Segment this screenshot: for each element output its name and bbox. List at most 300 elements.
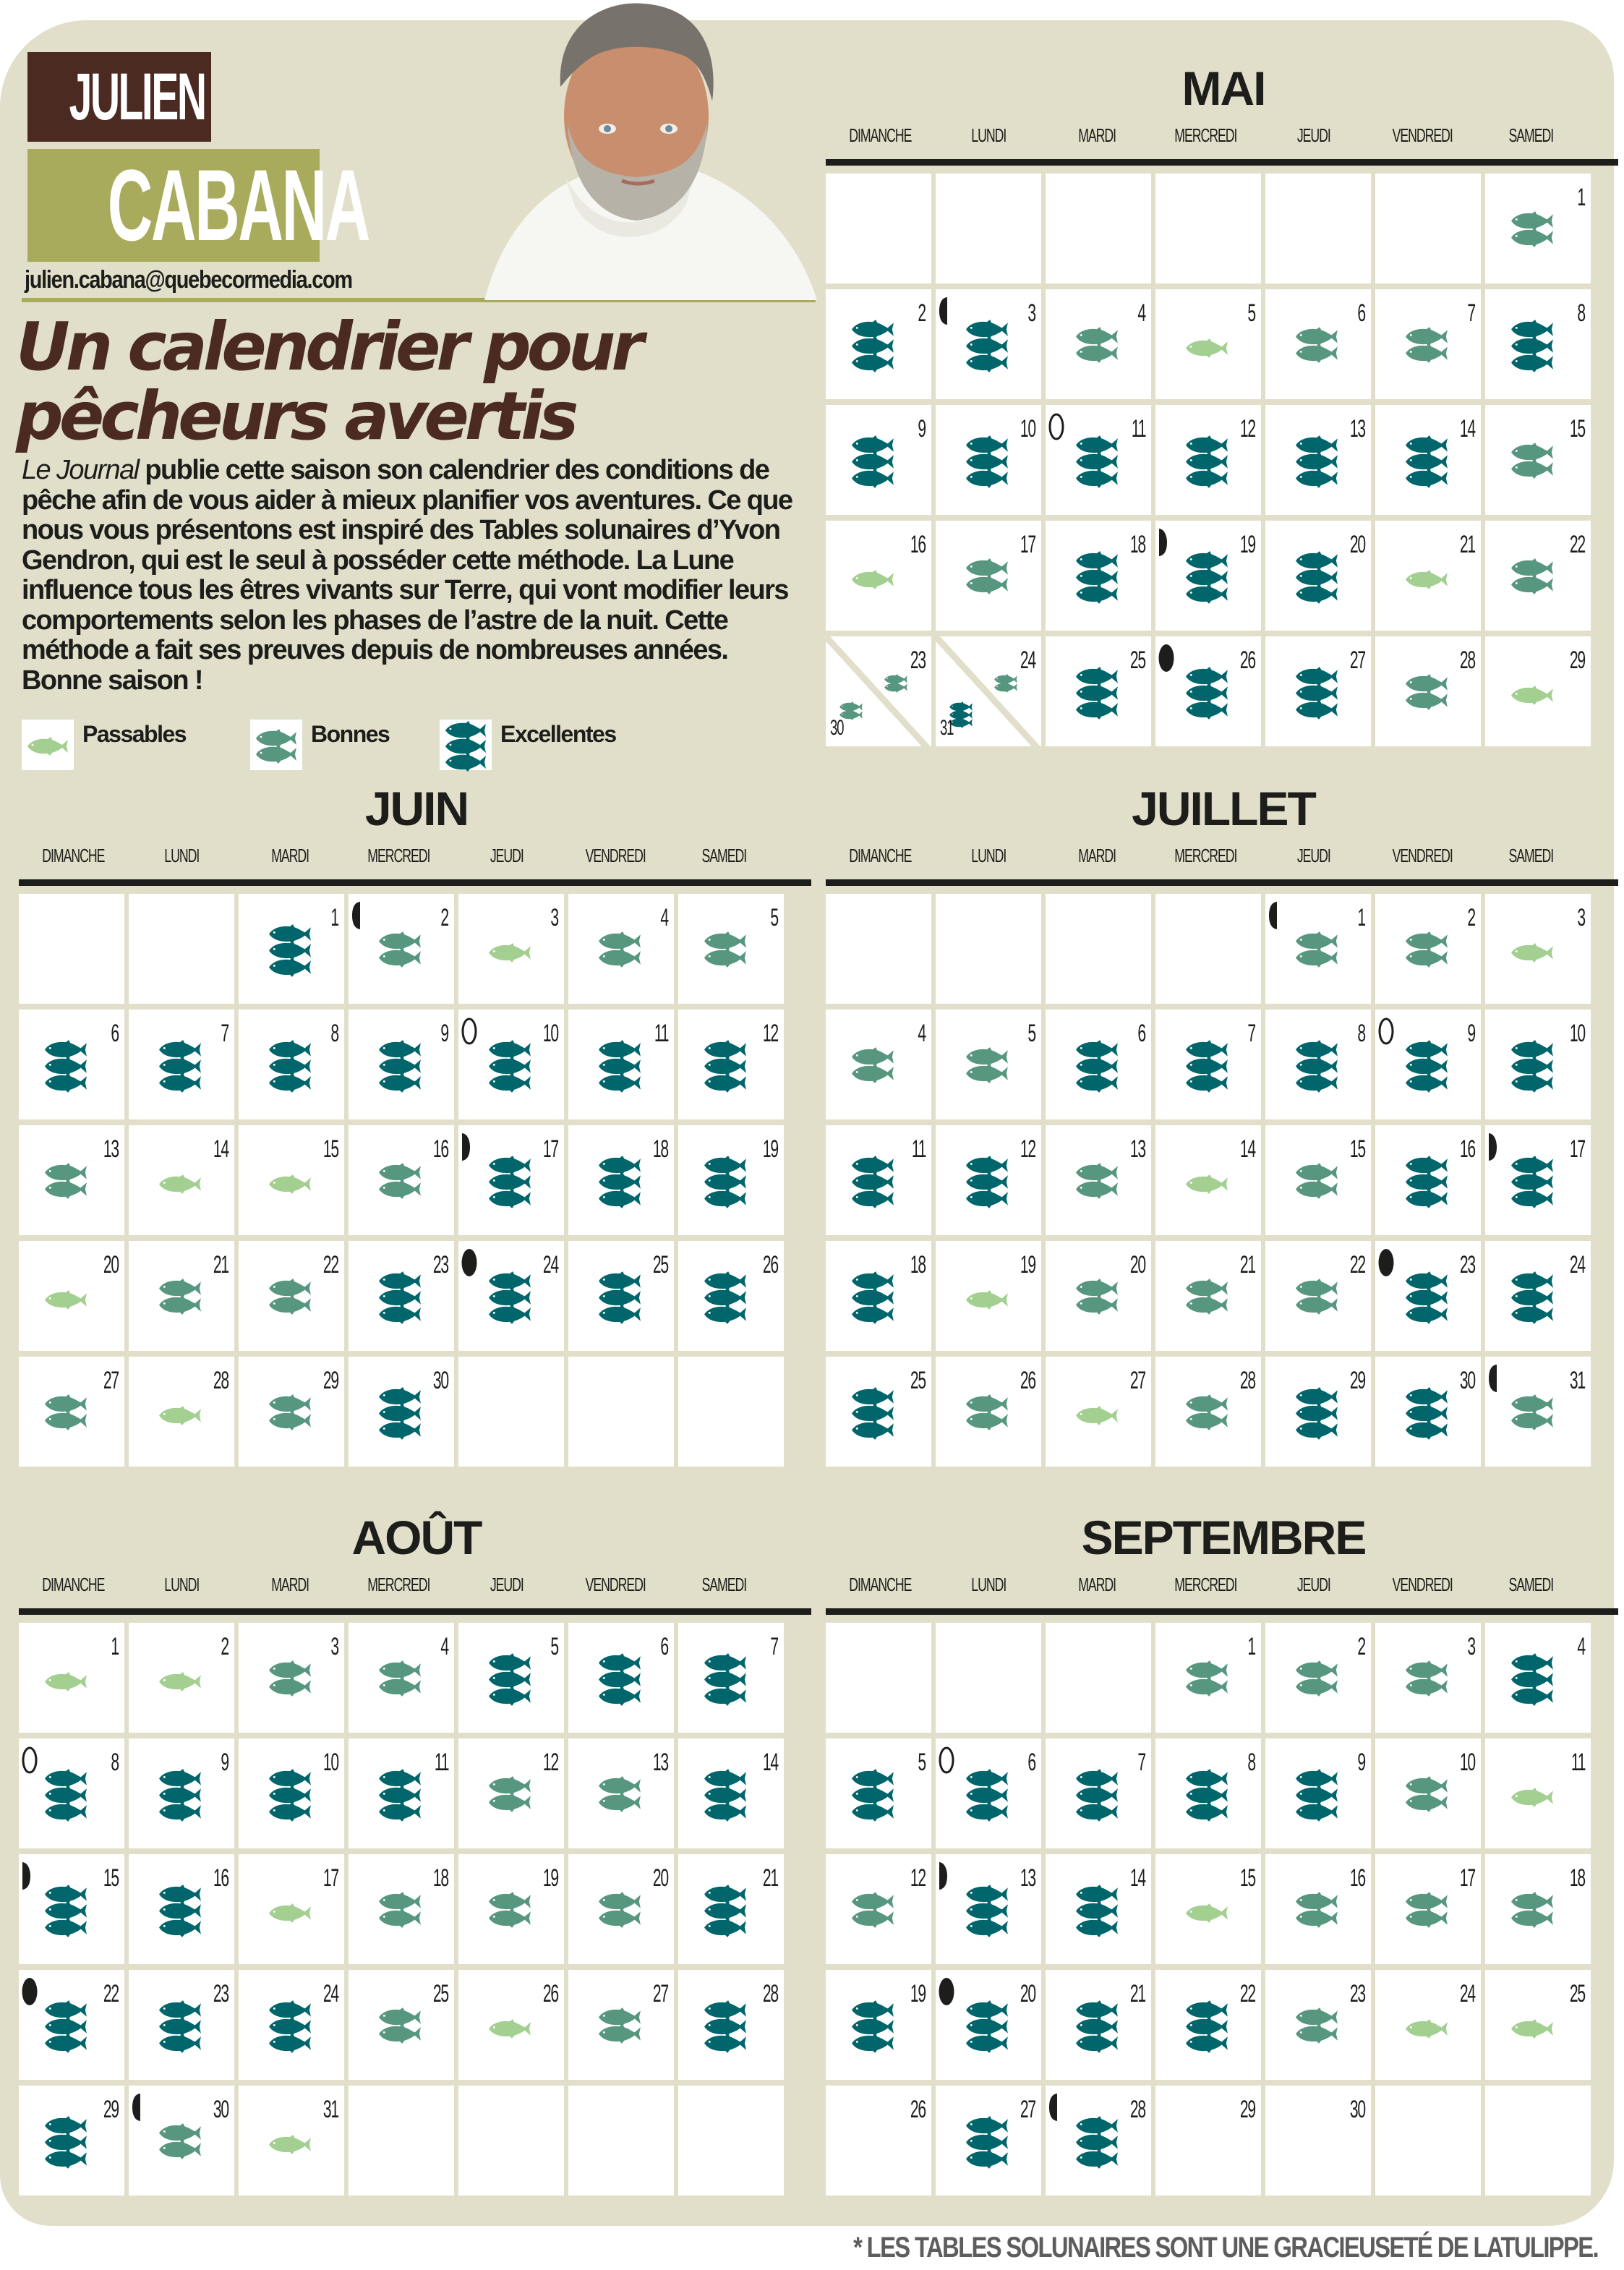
day-cell <box>239 1854 344 1964</box>
fish-rating-2 <box>965 1394 1009 1428</box>
day-cell <box>936 636 1041 746</box>
fish-icon <box>1294 1073 1339 1093</box>
day-number: 22 <box>1570 531 1585 558</box>
day-cell <box>349 1010 454 1119</box>
day-number: 28 <box>1240 1367 1255 1394</box>
day-number: 30 <box>1460 1367 1475 1394</box>
fish-icon <box>1184 1677 1229 1697</box>
legend-bonnes: Bonnes <box>250 720 389 770</box>
fish-icon <box>158 1802 202 1822</box>
day-cell <box>1485 1241 1591 1351</box>
fish-rating-3 <box>850 320 895 370</box>
fish-rating-3 <box>158 2000 202 2050</box>
fish-rating-2 <box>597 1776 642 1809</box>
day-number: 20 <box>1350 531 1365 558</box>
fish-icon <box>1074 2034 1119 2053</box>
day-cell <box>568 1738 674 1848</box>
day-number: 26 <box>543 1980 558 2007</box>
empty-cell <box>1046 894 1151 1004</box>
day-cell <box>1375 1738 1481 1848</box>
fish-icon <box>158 1295 202 1315</box>
day-number: 2 <box>440 904 448 931</box>
day-cell <box>678 1738 784 1848</box>
fish-rating-2 <box>1294 1660 1339 1694</box>
fish-rating-3 <box>1404 1387 1449 1437</box>
fish-rating-3 <box>1184 1769 1229 1819</box>
day-number: 10 <box>1460 1749 1475 1776</box>
fish-rating-3 <box>1404 1040 1449 1090</box>
day-number: 25 <box>910 1367 926 1394</box>
fish-rating-3 <box>377 1271 422 1321</box>
day-number: 1 <box>1247 1633 1255 1660</box>
day-cell <box>568 894 674 1004</box>
day-number: 5 <box>918 1749 926 1776</box>
weekday-label: MERCREDI <box>1174 1574 1237 1595</box>
day-number: 30 <box>1350 2096 1365 2123</box>
fish-rating-3 <box>43 1769 88 1819</box>
weekday-label: VENDREDI <box>1392 1574 1453 1595</box>
day-cell <box>129 1738 234 1848</box>
fish-rating-3 <box>703 1271 748 1321</box>
day-number: 26 <box>1240 647 1255 674</box>
fish-icon <box>1510 1189 1555 1208</box>
fish-icon <box>1510 2019 1555 2039</box>
fish-icon <box>487 1073 532 1093</box>
day-number: 31 <box>323 2096 338 2123</box>
fish-icon <box>597 2024 642 2044</box>
fish-rating-3 <box>597 1040 642 1090</box>
fish-icon <box>703 948 748 968</box>
day-number: 8 <box>111 1749 119 1776</box>
fish-icon <box>1510 459 1555 479</box>
fish-rating-1 <box>43 1672 88 1689</box>
fish-icon <box>43 2149 88 2169</box>
day-cell <box>19 1357 124 1467</box>
fish-icon <box>1294 344 1339 363</box>
day-number: 4 <box>440 1633 448 1660</box>
weekday-label: LUNDI <box>971 1574 1006 1595</box>
fish-rating-3 <box>1074 667 1119 717</box>
fish-rating-3 <box>965 1156 1009 1206</box>
fish-rating-3 <box>1294 667 1339 717</box>
fish-rating-2 <box>1510 1892 1555 1925</box>
day-cell <box>826 1357 931 1467</box>
day-cell <box>1046 1854 1151 1964</box>
fish-icon <box>850 1420 895 1440</box>
fish-icon <box>1510 228 1555 247</box>
day-cell <box>1375 1854 1481 1964</box>
day-number: 1 <box>330 904 338 931</box>
fish-rating-2 <box>1294 327 1339 360</box>
day-cell <box>1265 405 1371 515</box>
fish-icon <box>487 943 532 963</box>
author-last-name: CABANA <box>27 149 320 262</box>
fish-icon <box>703 1802 748 1822</box>
fish-rating-3 <box>1294 1769 1339 1819</box>
day-number: 3 <box>330 1633 338 1660</box>
day-number: 28 <box>213 1367 228 1394</box>
fish-icon <box>1510 686 1555 705</box>
fish-icon <box>965 353 1009 372</box>
day-cell <box>1046 1241 1151 1351</box>
fish-icon <box>1184 700 1229 720</box>
day-cell <box>568 1241 674 1351</box>
fish-icon <box>22 720 74 770</box>
fish-rating-1 <box>158 1672 202 1689</box>
day-number: 2 <box>1357 1633 1365 1660</box>
fish-icon <box>158 1406 202 1425</box>
day-number: 24 <box>1460 1980 1475 2007</box>
fish-rating-1 <box>1184 1174 1229 1191</box>
weekday-label: MARDI <box>1078 124 1116 146</box>
fish-icon <box>377 1179 422 1199</box>
fish-rating-2 <box>268 1660 312 1694</box>
fish-rating-2 <box>597 931 642 965</box>
fish-rating-3 <box>965 2000 1009 2050</box>
fish-icon <box>597 1908 642 1928</box>
day-number: 13 <box>103 1135 119 1163</box>
fish-rating-2 <box>839 701 863 717</box>
day-cell <box>1485 174 1591 283</box>
day-number: 6 <box>111 1020 119 1047</box>
weekday-header <box>826 845 1621 867</box>
day-number: 16 <box>910 531 926 558</box>
day-cell <box>826 289 931 399</box>
day-cell <box>1265 2086 1371 2196</box>
fish-rating-2 <box>255 729 298 761</box>
fish-rating-3 <box>487 1040 532 1090</box>
day-cell <box>19 1854 124 1964</box>
day-number: 30 <box>433 1367 448 1394</box>
day-cell <box>239 1970 344 2080</box>
day-cell <box>1485 1970 1591 2080</box>
day-number: 28 <box>1130 2096 1145 2123</box>
weekday-label: MERCREDI <box>367 1574 430 1595</box>
empty-cell <box>129 894 234 1004</box>
day-cell <box>1265 1010 1371 1119</box>
fish-rating-2 <box>158 2123 202 2156</box>
fish-rating-2 <box>1184 1394 1229 1428</box>
day-cell <box>349 1970 454 2080</box>
day-number: 17 <box>543 1135 558 1163</box>
fish-rating-3 <box>1404 435 1449 485</box>
fish-rating-3 <box>43 2000 88 2050</box>
fish-icon <box>158 2034 202 2053</box>
article-headline: Un calendrier pour pêcheurs avertis <box>16 308 640 455</box>
fish-icon <box>1404 2019 1449 2039</box>
fish-icon <box>965 469 1009 488</box>
day-cell <box>129 1623 234 1733</box>
day-number: 29 <box>1570 647 1585 674</box>
fish-rating-3 <box>597 1653 642 1703</box>
fish-icon <box>158 1174 202 1194</box>
day-cell <box>1375 1357 1481 1467</box>
day-cell <box>1155 1125 1261 1235</box>
fish-icon <box>487 1189 532 1208</box>
day-number: 29 <box>1240 2096 1255 2123</box>
day-cell <box>826 1241 931 1351</box>
fish-icon <box>268 1174 312 1194</box>
month-title: MAI <box>1181 61 1265 115</box>
day-cell <box>239 1357 344 1467</box>
day-cell <box>1265 1623 1371 1733</box>
fish-icon <box>965 2034 1009 2053</box>
fish-rating-1 <box>1074 1406 1119 1422</box>
day-cell <box>936 1854 1041 1964</box>
fish-rating-3 <box>1074 1040 1119 1090</box>
author-portrait <box>419 0 817 300</box>
day-cell <box>239 1125 344 1235</box>
author-email[interactable]: julien.cabana@quebecormedia.com <box>25 266 352 294</box>
weekday-label: LUNDI <box>164 1574 199 1595</box>
fish-rating-3 <box>1294 1387 1339 1437</box>
day-cell <box>1375 1623 1481 1733</box>
day-cell <box>826 1125 931 1235</box>
fish-icon <box>703 2034 748 2053</box>
empty-cell <box>19 894 124 1004</box>
fish-icon <box>703 1073 748 1093</box>
day-number: 15 <box>1350 1135 1365 1163</box>
fish-icon <box>158 1672 202 1691</box>
fish-icon <box>268 2034 312 2053</box>
day-cell <box>936 1010 1041 1119</box>
moon-new-icon <box>1158 644 1174 673</box>
fish-rating-3 <box>597 1271 642 1321</box>
weekday-label: VENDREDI <box>585 1574 646 1595</box>
author-first-name: JULIEN <box>27 52 211 142</box>
fish-rating-2 <box>1404 1660 1449 1694</box>
fish-icon <box>1184 1073 1229 1093</box>
day-number: 27 <box>1020 2096 1035 2123</box>
fish-icon <box>1404 1908 1449 1928</box>
fish-icon <box>1074 1918 1119 1937</box>
fish-rating-1 <box>1510 943 1555 960</box>
day-number: 26 <box>763 1251 778 1279</box>
fish-rating-1 <box>850 570 895 586</box>
fish-rating-1 <box>268 2135 312 2151</box>
day-number: 1 <box>1357 904 1365 931</box>
fish-rating-1 <box>487 943 532 960</box>
day-cell <box>936 1970 1041 2080</box>
weekday-label: JEUDI <box>1297 845 1330 866</box>
day-number: 24 <box>1570 1251 1585 1279</box>
day-cell <box>1046 1010 1151 1119</box>
day-number: 20 <box>653 1864 668 1892</box>
day-number: 31 <box>1570 1367 1585 1394</box>
moon-new-icon <box>939 1977 954 2006</box>
fish-rating-3 <box>487 1271 532 1321</box>
weekday-label: DIMANCHE <box>41 1574 105 1595</box>
day-cell <box>1265 1854 1371 1964</box>
fish-rating-3 <box>377 1769 422 1819</box>
moon-new-icon <box>461 1248 477 1277</box>
day-cell <box>568 1010 674 1119</box>
fish-rating-1 <box>965 1290 1009 1307</box>
fish-rating-2 <box>597 1892 642 1925</box>
day-number: 21 <box>1460 531 1475 558</box>
fish-rating-2 <box>487 1892 532 1925</box>
day-number: 4 <box>1137 299 1145 327</box>
day-cell <box>678 1970 784 2080</box>
fish-icon <box>1074 469 1119 488</box>
day-cell <box>239 1241 344 1351</box>
day-number: 15 <box>323 1135 338 1163</box>
fish-rating-3 <box>158 1769 202 1819</box>
day-number: 18 <box>433 1864 448 1892</box>
weekday-label: DIMANCHE <box>848 124 912 146</box>
fish-icon <box>440 720 492 770</box>
day-cell <box>349 1738 454 1848</box>
day-cell <box>1155 1738 1261 1848</box>
day-number: 25 <box>433 1980 448 2007</box>
day-cell <box>458 1623 564 1733</box>
fish-rating-2 <box>597 2007 642 2041</box>
fish-icon <box>1294 469 1339 488</box>
fish-rating-2 <box>1294 2007 1339 2041</box>
fish-rating-3 <box>1510 1271 1555 1321</box>
fish-rating-1 <box>268 1903 312 1920</box>
day-number: 24 <box>1020 647 1035 674</box>
day-cell <box>239 2086 344 2196</box>
fish-rating-3 <box>377 1387 422 1437</box>
legend-excellentes: Excellentes <box>440 720 616 770</box>
day-number: 7 <box>1467 299 1475 327</box>
day-number: 6 <box>660 1633 668 1660</box>
day-number: 17 <box>1460 1864 1475 1892</box>
day-cell <box>936 405 1041 515</box>
fish-rating-3 <box>268 1769 312 1819</box>
empty-cell <box>678 1357 784 1467</box>
fish-icon <box>487 1305 532 1324</box>
fish-rating-2 <box>1294 931 1339 965</box>
day-number: 26 <box>910 2096 926 2123</box>
fish-icon <box>850 353 895 372</box>
fish-rating-2 <box>1294 1279 1339 1312</box>
day-cell <box>239 894 344 1004</box>
fish-rating-1 <box>158 1406 202 1422</box>
fish-rating-3 <box>1074 1885 1119 1934</box>
fish-icon <box>850 1908 895 1928</box>
fish-rating-2 <box>1510 1394 1555 1428</box>
weekday-label: MARDI <box>271 1574 309 1595</box>
day-cell <box>1155 289 1261 399</box>
day-number: 16 <box>433 1135 448 1163</box>
day-cell <box>1155 1241 1261 1351</box>
fish-rating-3 <box>1184 435 1229 485</box>
day-cell <box>1485 521 1591 631</box>
day-number: 11 <box>1131 415 1145 443</box>
footer-credit: * LES TABLES SOLUNAIRES SONT UNE GRACIEUSETÉ DE LATULIPPE. <box>853 2232 1598 2263</box>
fish-icon <box>377 1677 422 1697</box>
fish-icon <box>1404 469 1449 488</box>
day-cell <box>19 1738 124 1848</box>
fish-rating-2 <box>1404 931 1449 965</box>
fish-icon <box>377 1305 422 1324</box>
moon-half-right-icon <box>1158 528 1174 557</box>
day-cell <box>1375 405 1481 515</box>
fish-icon <box>377 1420 422 1440</box>
day-number: 11 <box>654 1020 668 1047</box>
weekday-header <box>826 1574 1621 1596</box>
weekday-label: MARDI <box>1078 845 1116 866</box>
empty-cell <box>458 2086 564 2196</box>
day-cell <box>568 1125 674 1235</box>
fish-icon <box>850 1305 895 1324</box>
day-number: 13 <box>1350 415 1365 443</box>
day-cell <box>458 1125 564 1235</box>
fish-rating-3 <box>597 1156 642 1206</box>
fish-icon <box>1510 1411 1555 1430</box>
weekday-label: LUNDI <box>971 124 1006 146</box>
fish-icon <box>1074 700 1119 720</box>
day-cell <box>1046 1970 1151 2080</box>
day-number: 9 <box>440 1020 448 1047</box>
weekday-label: DIMANCHE <box>848 845 912 866</box>
empty-cell <box>1485 2086 1591 2196</box>
day-cell <box>936 2086 1041 2196</box>
day-cell <box>936 1357 1041 1467</box>
day-number: 28 <box>1460 647 1475 674</box>
moon-half-right-icon <box>22 1861 38 1890</box>
weekday-label: JEUDI <box>490 845 523 866</box>
fish-icon <box>1510 575 1555 594</box>
moon-full-icon <box>461 1017 477 1046</box>
fish-rating-3 <box>850 435 895 485</box>
day-number: 22 <box>323 1251 338 1279</box>
day-number: 20 <box>1020 1980 1035 2007</box>
empty-cell <box>568 1357 674 1467</box>
fish-rating-3 <box>703 1156 748 1206</box>
fish-rating-1 <box>1510 686 1555 702</box>
fish-icon <box>1294 1802 1339 1822</box>
fish-rating-3 <box>850 1271 895 1321</box>
article-intro: Le Journal publie cette saison son calendrier des conditions de pêche afin de vous aider à mieux planifier vos aventures. Ce que nous vous présentons est inspiré des Tables solunaires d’Yvon Gendron, qui est le seul à posséder cette méthode. La Lune influence tous les êtres vivants sur Terre, qui vont modifier leurs comportements selon les phases de l’astre de la nuit. Cette méthode a fait ses preuves depuis de nombreuses années. Bonne saison ! <box>22 455 792 696</box>
day-cell <box>1375 1010 1481 1119</box>
day-cell <box>1046 289 1151 399</box>
fish-rating-1 <box>1404 570 1449 586</box>
day-cell <box>678 1623 784 1733</box>
day-number: 27 <box>1350 647 1365 674</box>
day-number: 11 <box>911 1135 926 1163</box>
fish-rating-2 <box>1294 1892 1339 1925</box>
fish-icon <box>377 2024 422 2044</box>
day-number: 19 <box>543 1864 558 1892</box>
day-cell <box>1485 636 1591 746</box>
fish-rating-3 <box>1074 435 1119 485</box>
fish-icon <box>1074 1802 1119 1822</box>
moon-half-right-icon <box>939 1861 954 1890</box>
fish-rating-3 <box>850 2000 895 2050</box>
fish-rating-3 <box>487 1156 532 1206</box>
fish-icon <box>1510 1305 1555 1324</box>
day-number: 14 <box>1460 415 1475 443</box>
day-cell <box>826 1010 931 1119</box>
empty-cell <box>678 2086 784 2196</box>
fish-icon <box>377 1802 422 1822</box>
fish-rating-2 <box>884 674 908 690</box>
day-number: 14 <box>763 1749 778 1776</box>
fish-icon <box>268 1073 312 1093</box>
moon-half-right-icon <box>461 1132 477 1161</box>
day-cell <box>568 1970 674 2080</box>
day-number: 13 <box>1020 1864 1035 1892</box>
fish-rating-3 <box>1294 435 1339 485</box>
fish-rating-3 <box>268 2000 312 2050</box>
fish-rating-3 <box>965 1885 1009 1934</box>
day-number: 3 <box>550 904 558 931</box>
moon-half-left-icon <box>1268 901 1284 930</box>
empty-cell <box>1046 174 1151 283</box>
